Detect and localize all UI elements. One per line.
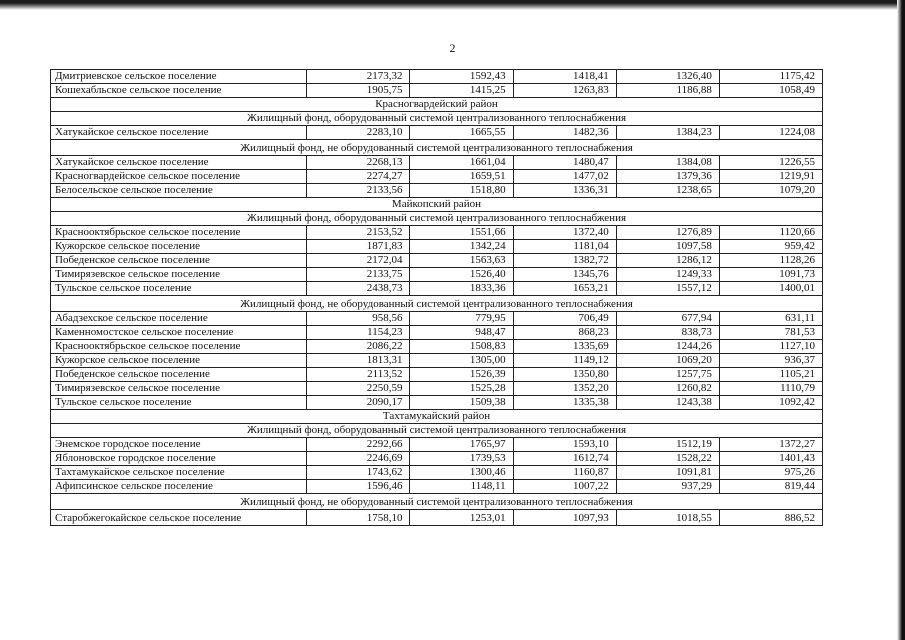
value-cell: 1382,72 bbox=[513, 254, 616, 268]
value-cell: 1160,87 bbox=[513, 466, 616, 480]
value-cell: 819,44 bbox=[719, 480, 822, 494]
value-cell: 1593,10 bbox=[513, 438, 616, 452]
settlement-name-cell: Тимирязевское сельское поселение bbox=[51, 268, 307, 282]
settlement-name-cell: Кужорское сельское поселение bbox=[51, 240, 307, 254]
value-cell: 838,73 bbox=[616, 326, 719, 340]
value-cell: 1091,73 bbox=[719, 268, 822, 282]
value-cell: 2283,10 bbox=[307, 126, 410, 140]
table-row bbox=[51, 396, 823, 410]
section-header-row bbox=[51, 424, 823, 438]
value-cell: 2274,27 bbox=[307, 170, 410, 184]
value-cell: 1219,91 bbox=[719, 170, 822, 184]
table-row bbox=[51, 510, 823, 526]
value-cell: 1557,12 bbox=[616, 282, 719, 296]
settlement-name-cell: Красногвардейское сельское поселение bbox=[51, 170, 307, 184]
table-row bbox=[51, 354, 823, 368]
value-cell: 1253,01 bbox=[410, 510, 513, 526]
value-cell: 1007,22 bbox=[513, 480, 616, 494]
value-cell: 1154,23 bbox=[307, 326, 410, 340]
value-cell: 1379,36 bbox=[616, 170, 719, 184]
value-cell: 2173,32 bbox=[307, 70, 410, 84]
value-cell: 1097,93 bbox=[513, 510, 616, 526]
section-header-row bbox=[51, 410, 823, 424]
value-cell: 1526,39 bbox=[410, 368, 513, 382]
value-cell: 1079,20 bbox=[719, 184, 822, 198]
value-cell: 1336,31 bbox=[513, 184, 616, 198]
value-cell: 1326,40 bbox=[616, 70, 719, 84]
value-cell: 886,52 bbox=[719, 510, 822, 526]
section-header: Жилищный фонд, не оборудованный системой централизованного теплоснабжения bbox=[51, 296, 823, 312]
value-cell: 1286,12 bbox=[616, 254, 719, 268]
value-cell: 1243,38 bbox=[616, 396, 719, 410]
value-cell: 1092,42 bbox=[719, 396, 822, 410]
value-cell: 2292,66 bbox=[307, 438, 410, 452]
value-cell: 2250,59 bbox=[307, 382, 410, 396]
value-cell: 1905,75 bbox=[307, 84, 410, 98]
value-cell: 1477,02 bbox=[513, 170, 616, 184]
value-cell: 975,26 bbox=[719, 466, 822, 480]
value-cell: 1128,26 bbox=[719, 254, 822, 268]
value-cell: 1127,10 bbox=[719, 340, 822, 354]
value-cell: 1592,43 bbox=[410, 70, 513, 84]
settlement-name-cell: Дмитриевское сельское поселение bbox=[51, 70, 307, 84]
value-cell: 1244,26 bbox=[616, 340, 719, 354]
section-header: Майкопский район bbox=[51, 198, 823, 212]
value-cell: 1224,08 bbox=[719, 126, 822, 140]
value-cell: 1563,63 bbox=[410, 254, 513, 268]
settlement-name-cell: Краснооктябрьское сельское поселение bbox=[51, 226, 307, 240]
value-cell: 2438,73 bbox=[307, 282, 410, 296]
value-cell: 1345,76 bbox=[513, 268, 616, 282]
value-cell: 1653,21 bbox=[513, 282, 616, 296]
value-cell: 1415,25 bbox=[410, 84, 513, 98]
value-cell: 1149,12 bbox=[513, 354, 616, 368]
value-cell: 2268,13 bbox=[307, 156, 410, 170]
value-cell: 1342,24 bbox=[410, 240, 513, 254]
table-row bbox=[51, 126, 823, 140]
section-header: Красногвардейский район bbox=[51, 98, 823, 112]
value-cell: 1305,00 bbox=[410, 354, 513, 368]
value-cell: 958,56 bbox=[307, 312, 410, 326]
settlement-name-cell: Энемское городское поселение bbox=[51, 438, 307, 452]
settlement-name-cell: Каменномостское сельское поселение bbox=[51, 326, 307, 340]
section-header-row bbox=[51, 494, 823, 510]
value-cell: 1739,53 bbox=[410, 452, 513, 466]
value-cell: 1238,65 bbox=[616, 184, 719, 198]
value-cell: 2133,75 bbox=[307, 268, 410, 282]
value-cell: 1372,40 bbox=[513, 226, 616, 240]
value-cell: 706,49 bbox=[513, 312, 616, 326]
value-cell: 1765,97 bbox=[410, 438, 513, 452]
value-cell: 1186,88 bbox=[616, 84, 719, 98]
value-cell: 1833,36 bbox=[410, 282, 513, 296]
value-cell: 631,11 bbox=[719, 312, 822, 326]
value-cell: 781,53 bbox=[719, 326, 822, 340]
value-cell: 1105,21 bbox=[719, 368, 822, 382]
value-cell: 1175,42 bbox=[719, 70, 822, 84]
section-header: Жилищный фонд, не оборудованный системой централизованного теплоснабжения bbox=[51, 140, 823, 156]
value-cell: 1091,81 bbox=[616, 466, 719, 480]
table-row bbox=[51, 438, 823, 452]
table-row bbox=[51, 254, 823, 268]
value-cell: 1596,46 bbox=[307, 480, 410, 494]
table-row bbox=[51, 452, 823, 466]
value-cell: 1528,22 bbox=[616, 452, 719, 466]
value-cell: 1512,19 bbox=[616, 438, 719, 452]
value-cell: 1509,38 bbox=[410, 396, 513, 410]
section-header: Жилищный фонд, оборудованный системой централизованного теплоснабжения bbox=[51, 424, 823, 438]
value-cell: 1097,58 bbox=[616, 240, 719, 254]
section-header: Жилищный фонд, оборудованный системой централизованного теплоснабжения bbox=[51, 112, 823, 126]
table-row bbox=[51, 312, 823, 326]
value-cell: 2133,56 bbox=[307, 184, 410, 198]
settlement-name-cell: Краснооктябрьское сельское поселение bbox=[51, 340, 307, 354]
value-cell: 1372,27 bbox=[719, 438, 822, 452]
value-cell: 1257,75 bbox=[616, 368, 719, 382]
settlement-name-cell: Тульское сельское поселение bbox=[51, 282, 307, 296]
value-cell: 1058,49 bbox=[719, 84, 822, 98]
value-cell: 1263,83 bbox=[513, 84, 616, 98]
settlement-name-cell: Тимирязевское сельское поселение bbox=[51, 382, 307, 396]
table-row bbox=[51, 70, 823, 84]
value-cell: 1226,55 bbox=[719, 156, 822, 170]
table-row bbox=[51, 184, 823, 198]
value-cell: 1335,38 bbox=[513, 396, 616, 410]
value-cell: 1551,66 bbox=[410, 226, 513, 240]
value-cell: 1120,66 bbox=[719, 226, 822, 240]
settlement-name-cell: Белосельское сельское поселение bbox=[51, 184, 307, 198]
value-cell: 1350,80 bbox=[513, 368, 616, 382]
table-row bbox=[51, 84, 823, 98]
value-cell: 1276,89 bbox=[616, 226, 719, 240]
value-cell: 1249,33 bbox=[616, 268, 719, 282]
value-cell: 2113,52 bbox=[307, 368, 410, 382]
section-header: Жилищный фонд, оборудованный системой централизованного теплоснабжения bbox=[51, 212, 823, 226]
settlement-name-cell: Победенское сельское поселение bbox=[51, 368, 307, 382]
settlement-name-cell: Старобжегокайское сельское поселение bbox=[51, 510, 307, 526]
table-body bbox=[51, 70, 823, 526]
value-cell: 1813,31 bbox=[307, 354, 410, 368]
value-cell: 1508,83 bbox=[410, 340, 513, 354]
section-header-row bbox=[51, 198, 823, 212]
value-cell: 1518,80 bbox=[410, 184, 513, 198]
value-cell: 1260,82 bbox=[616, 382, 719, 396]
value-cell: 1665,55 bbox=[410, 126, 513, 140]
table-row bbox=[51, 240, 823, 254]
value-cell: 937,29 bbox=[616, 480, 719, 494]
table-row bbox=[51, 340, 823, 354]
tariff-table bbox=[50, 69, 823, 526]
table-row bbox=[51, 326, 823, 340]
value-cell: 1384,08 bbox=[616, 156, 719, 170]
table-row bbox=[51, 466, 823, 480]
table-row bbox=[51, 480, 823, 494]
value-cell: 1758,10 bbox=[307, 510, 410, 526]
value-cell: 1525,28 bbox=[410, 382, 513, 396]
section-header-row bbox=[51, 98, 823, 112]
value-cell: 2246,69 bbox=[307, 452, 410, 466]
settlement-name-cell: Хатукайское сельское поселение bbox=[51, 126, 307, 140]
scan-edge-right bbox=[897, 0, 905, 640]
value-cell: 1300,46 bbox=[410, 466, 513, 480]
page-number: 2 bbox=[449, 41, 456, 55]
value-cell: 677,94 bbox=[616, 312, 719, 326]
table-row bbox=[51, 226, 823, 240]
settlement-name-cell: Победенское сельское поселение bbox=[51, 254, 307, 268]
value-cell: 2086,22 bbox=[307, 340, 410, 354]
settlement-name-cell: Тахтамукайское сельское поселение bbox=[51, 466, 307, 480]
table-row bbox=[51, 368, 823, 382]
value-cell: 1110,79 bbox=[719, 382, 822, 396]
table-row bbox=[51, 268, 823, 282]
section-header-row bbox=[51, 296, 823, 312]
settlement-name-cell: Яблоновское городское поселение bbox=[51, 452, 307, 466]
table-row bbox=[51, 170, 823, 184]
value-cell: 936,37 bbox=[719, 354, 822, 368]
value-cell: 1352,20 bbox=[513, 382, 616, 396]
table-row bbox=[51, 282, 823, 296]
settlement-name-cell: Абадзехское сельское поселение bbox=[51, 312, 307, 326]
table-row bbox=[51, 156, 823, 170]
value-cell: 1526,40 bbox=[410, 268, 513, 282]
section-header: Тахтамукайский район bbox=[51, 410, 823, 424]
section-header-row bbox=[51, 212, 823, 226]
value-cell: 1401,43 bbox=[719, 452, 822, 466]
table-row bbox=[51, 382, 823, 396]
value-cell: 2172,04 bbox=[307, 254, 410, 268]
value-cell: 1181,04 bbox=[513, 240, 616, 254]
value-cell: 1418,41 bbox=[513, 70, 616, 84]
value-cell: 1148,11 bbox=[410, 480, 513, 494]
section-header-row bbox=[51, 140, 823, 156]
value-cell: 1612,74 bbox=[513, 452, 616, 466]
value-cell: 1069,20 bbox=[616, 354, 719, 368]
value-cell: 948,47 bbox=[410, 326, 513, 340]
value-cell: 1480,47 bbox=[513, 156, 616, 170]
value-cell: 1384,23 bbox=[616, 126, 719, 140]
value-cell: 1871,83 bbox=[307, 240, 410, 254]
value-cell: 1335,69 bbox=[513, 340, 616, 354]
settlement-name-cell: Хатукайское сельское поселение bbox=[51, 156, 307, 170]
value-cell: 2153,52 bbox=[307, 226, 410, 240]
scan-edge-top bbox=[0, 0, 905, 10]
section-header: Жилищный фонд, не оборудованный системой централизованного теплоснабжения bbox=[51, 494, 823, 510]
value-cell: 1659,51 bbox=[410, 170, 513, 184]
value-cell: 1400,01 bbox=[719, 282, 822, 296]
value-cell: 1018,55 bbox=[616, 510, 719, 526]
section-header-row bbox=[51, 112, 823, 126]
value-cell: 1482,36 bbox=[513, 126, 616, 140]
value-cell: 2090,17 bbox=[307, 396, 410, 410]
value-cell: 868,23 bbox=[513, 326, 616, 340]
settlement-name-cell: Кошехабльское сельское поселение bbox=[51, 84, 307, 98]
value-cell: 1661,04 bbox=[410, 156, 513, 170]
settlement-name-cell: Кужорское сельское поселение bbox=[51, 354, 307, 368]
settlement-name-cell: Афипсинское сельское поселение bbox=[51, 480, 307, 494]
value-cell: 959,42 bbox=[719, 240, 822, 254]
value-cell: 1743,62 bbox=[307, 466, 410, 480]
value-cell: 779,95 bbox=[410, 312, 513, 326]
settlement-name-cell: Тульское сельское поселение bbox=[51, 396, 307, 410]
